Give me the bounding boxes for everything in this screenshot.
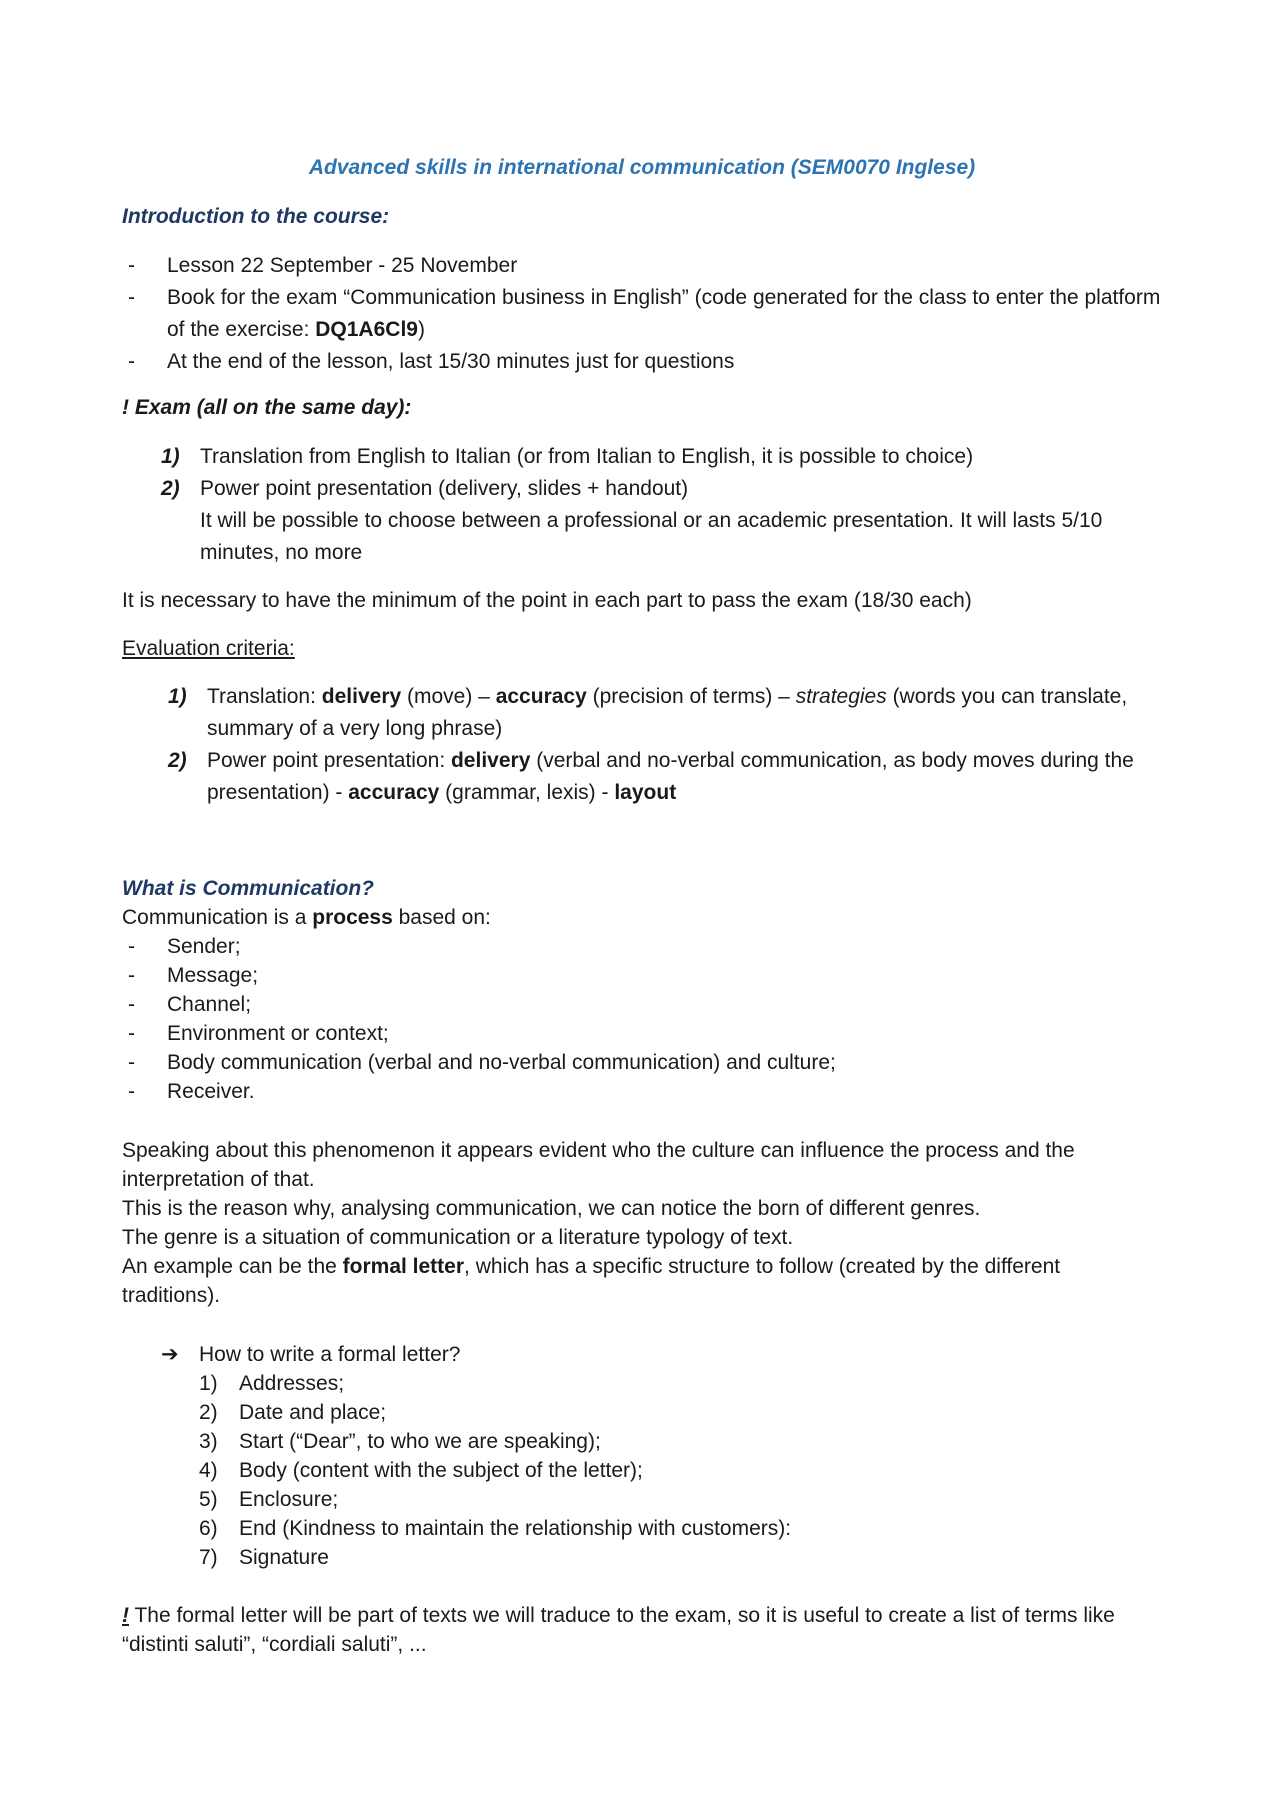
- list-item: - Sender;: [122, 932, 1162, 961]
- step-text: Start (“Dear”, to who we are speaking);: [239, 1430, 601, 1453]
- list-item: [122, 346, 1162, 378]
- list-item: [199, 1427, 1099, 1456]
- exam-minimum: It is necessary to have the minimum of the point in each part to pass the exam (18/30 each): [122, 589, 972, 612]
- list-number: 1): [168, 685, 187, 708]
- list-number: 5): [199, 1488, 218, 1511]
- exam-list: [161, 441, 1171, 569]
- criteria-bold: delivery: [450, 749, 531, 772]
- intro-list: [122, 250, 1162, 378]
- intro-book-close: ): [417, 318, 425, 341]
- intro-book-text: Book for the exam “Communication business in English” (code generated for the class to enter the platform of the exercise:: [167, 286, 1161, 341]
- communication-heading: What is Communication?: [122, 877, 374, 900]
- list-number: 1): [199, 1372, 218, 1395]
- list-item: - Channel;: [122, 990, 1162, 1019]
- list-item: - Environment or context;: [122, 1019, 1162, 1048]
- criteria-heading: Evaluation criteria:: [122, 637, 295, 660]
- criteria-list: [168, 681, 1168, 809]
- list-number: 3): [199, 1430, 218, 1453]
- step-text: Enclosure;: [239, 1488, 339, 1511]
- step-text: Body (content with the subject of the letter);: [239, 1459, 643, 1482]
- list-item: [199, 1543, 1099, 1572]
- list-item: [199, 1485, 1099, 1514]
- list-item: [122, 250, 1162, 282]
- communication-paragraph: [122, 1136, 1162, 1310]
- list-item: [199, 1398, 1099, 1427]
- intro-book-code: DQ1A6Cl9: [315, 318, 418, 341]
- list-item: [168, 745, 1168, 809]
- list-item: - Body communication (verbal and no-verbal communication) and culture;: [122, 1048, 1162, 1077]
- paragraph-bold: formal letter: [342, 1255, 465, 1278]
- step-text: Date and place;: [239, 1401, 387, 1424]
- criteria-bold: accuracy: [348, 781, 440, 804]
- paragraph-text: , which has a specific structure to follow (created by the different traditions).: [122, 1255, 1061, 1307]
- criteria-italic: strategies: [795, 685, 887, 708]
- exam-heading: ! Exam (all on the same day):: [122, 396, 412, 419]
- note-text: The formal letter will be part of texts we will traduce to the exam, so it is useful to create a list of terms like “distinti saluti”, “cordiali saluti”, ...: [122, 1604, 1115, 1656]
- letter-steps: [199, 1369, 1099, 1572]
- communication-intro: [122, 903, 1162, 932]
- paragraph-line: The genre is a situation of communication or a literature typology of text.: [122, 1226, 794, 1249]
- list-item: [199, 1456, 1099, 1485]
- list-item: [199, 1514, 1099, 1543]
- step-text: Addresses;: [239, 1372, 345, 1395]
- note-mark: !: [122, 1604, 129, 1627]
- criteria-text: (words you can translate, summary of a very long phrase): [207, 685, 1128, 740]
- communication-intro-bold: process: [312, 906, 393, 929]
- document-title: Advanced skills in international communication (SEM0070 Inglese): [308, 156, 976, 179]
- paragraph-line: [122, 1252, 1162, 1310]
- paragraph-line: Speaking about this phenomenon it appears evident who the culture can influence the process and the interpretation of that.: [122, 1139, 1075, 1191]
- arrow-icon: ➔: [161, 1343, 179, 1366]
- list-number: 1): [161, 445, 180, 468]
- criteria-text: (grammar, lexis) -: [439, 781, 615, 804]
- exam-presentation: Power point presentation (delivery, slides + handout): [200, 477, 689, 500]
- criteria-text: Translation:: [207, 685, 322, 708]
- paragraph-text: An example can be the: [122, 1255, 343, 1278]
- paragraph-line: This is the reason why, analysing communication, we can notice the born of different genres.: [122, 1197, 981, 1220]
- criteria-bold: accuracy: [495, 685, 587, 708]
- list-item: - Receiver.: [122, 1077, 1162, 1106]
- criteria-bold: delivery: [321, 685, 402, 708]
- exam-translation: Translation from English to Italian (or from Italian to English, it is possible to choice): [200, 445, 974, 468]
- list-item: [161, 473, 1171, 569]
- list-item: [161, 441, 1171, 473]
- step-text: End (Kindness to maintain the relationship with customers):: [239, 1517, 792, 1540]
- criteria-text: (verbal and no-verbal communication, as body moves during the presentation) -: [207, 749, 1134, 804]
- criteria-text: Power point presentation:: [207, 749, 451, 772]
- criteria-text: (precision of terms) –: [586, 685, 796, 708]
- communication-intro-text: Communication is a: [122, 906, 313, 929]
- letter-note: [122, 1601, 1162, 1659]
- step-text: Signature: [239, 1546, 329, 1569]
- criteria-bold: layout: [614, 781, 677, 804]
- intro-questions: At the end of the lesson, last 15/30 minutes just for questions: [167, 350, 735, 373]
- criteria-text: (move) –: [401, 685, 496, 708]
- communication-intro-text: based on:: [392, 906, 491, 929]
- list-number: 2): [199, 1401, 218, 1424]
- list-number: 2): [168, 749, 187, 772]
- list-number: 2): [161, 477, 180, 500]
- letter-question: How to write a formal letter?: [199, 1343, 461, 1366]
- list-number: 4): [199, 1459, 218, 1482]
- list-item: [122, 282, 1162, 346]
- list-number: 6): [199, 1517, 218, 1540]
- letter-question-row: [161, 1340, 1061, 1369]
- intro-heading: Introduction to the course:: [122, 205, 390, 228]
- list-item: [168, 681, 1168, 745]
- communication-list: [122, 932, 1162, 1106]
- list-number: 7): [199, 1546, 218, 1569]
- intro-lesson: Lesson 22 September - 25 November: [167, 254, 518, 277]
- list-item: - Message;: [122, 961, 1162, 990]
- exam-presentation-note: It will be possible to choose between a professional or an academic presentation. It will lasts 5/10 minutes, no more: [200, 509, 1103, 564]
- list-item: [199, 1369, 1099, 1398]
